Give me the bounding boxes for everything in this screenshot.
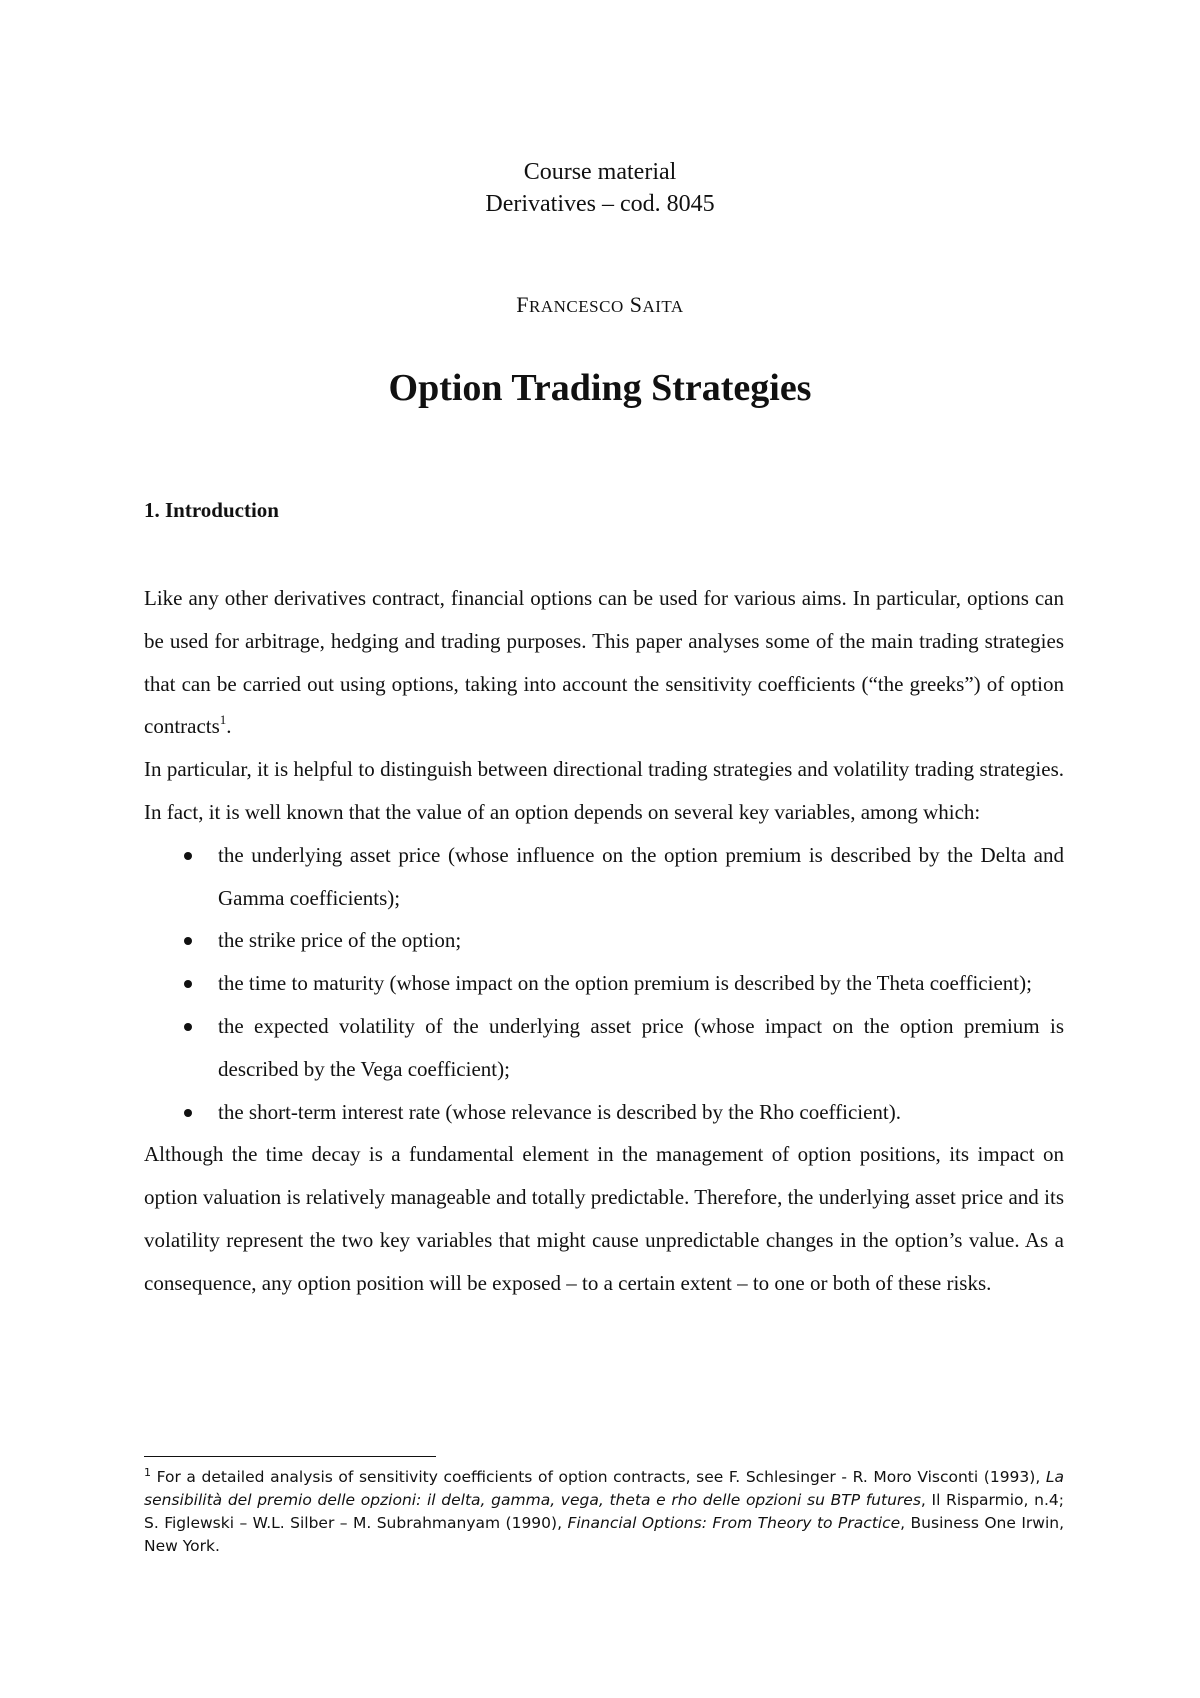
list-item-text: the expected volatility of the underlying asset price (whose impact on the option premium is described by the Vega coefficient); [218,1013,1064,1081]
key-variables-list [144,834,1064,1134]
footnote-reference[interactable]: 1 [219,712,227,728]
course-header [0,156,1200,220]
footnote [144,1466,1064,1558]
footnote-marker: 1 [144,1466,151,1479]
bullet-icon [184,852,192,860]
footnote-text-b: , Il Risparmio, n.4; S. Figlewski – W.L. Silber – M. Subrahmanyam (1990), [144,1491,1064,1532]
document-title: Option Trading Strategies [388,367,812,409]
footnote-text-a: For a detailed analysis of sensitivity coefficients of option contracts, see F. Schlesinger - R. Moro Visconti (1993), [151,1468,1046,1486]
bullet-icon [184,937,192,945]
paragraph-conclusion: Although the time decay is a fundamental element in the management of option positions, its impact on option valuation is relatively manageable and totally predictable. Therefore, the underlying asset price and its volatility represent the two key variables that might cause unpredictable changes in the option’s value. As a consequence, any option position will be exposed – to a certain extent – to one or both of these risks. [144,1142,1064,1295]
list-item [144,962,1064,1005]
list-item [144,1091,1064,1134]
footnote-title-a: La sensibilità del premio delle opzioni: il delta, gamma, vega, theta e rho delle opzioni su BTP futures [144,1468,1064,1509]
author-first-rest: RANCESCO [529,297,624,316]
author-name [0,292,1200,318]
paragraph-distinguish: In particular, it is helpful to distinguish between directional trading strategies and volatility trading strategies. In fact, it is well known that the value of an option depends on several key variables, among which: [144,757,1064,824]
course-material-line: Course material [523,159,677,185]
author-last-rest: AITA [642,297,684,316]
author-first-initial: F [516,292,530,317]
list-item-text: the short-term interest rate (whose relevance is described by the Rho coefficient). [218,1099,902,1124]
bullet-icon [184,1109,192,1117]
list-item-text: the underlying asset price (whose influence on the option premium is described by the Delta and Gamma coefficients); [218,842,1064,910]
course-code-line: Derivatives – cod. 8045 [485,191,715,217]
list-item-text: the strike price of the option; [218,928,462,953]
bullet-icon [184,980,192,988]
section-heading: 1. Introduction [144,498,279,522]
paragraph-intro-end: . [226,714,232,739]
paragraph-intro [144,577,1064,748]
list-item [144,919,1064,962]
list-item [144,1005,1064,1091]
list-item-text: the time to maturity (whose impact on the option premium is described by the Theta coefficient); [218,971,1032,996]
list-item [144,834,1064,920]
author-last-initial: S [629,292,643,317]
footnote-title-b: Financial Options: From Theory to Practice [567,1514,901,1532]
paragraph-intro-text: Like any other derivatives contract, financial options can be used for various aims. In particular, options can be used for arbitrage, hedging and trading purposes. This paper analyses some of the main trading strategies that can be carried out using options, taking into account the sensitivity coefficients (“the greeks”) of option contracts [144,586,1064,739]
bullet-icon [184,1023,192,1031]
footnote-divider [144,1456,436,1457]
body-text [144,577,1064,1305]
footnote-text-c: , Business One Irwin, New York. [144,1514,1065,1555]
